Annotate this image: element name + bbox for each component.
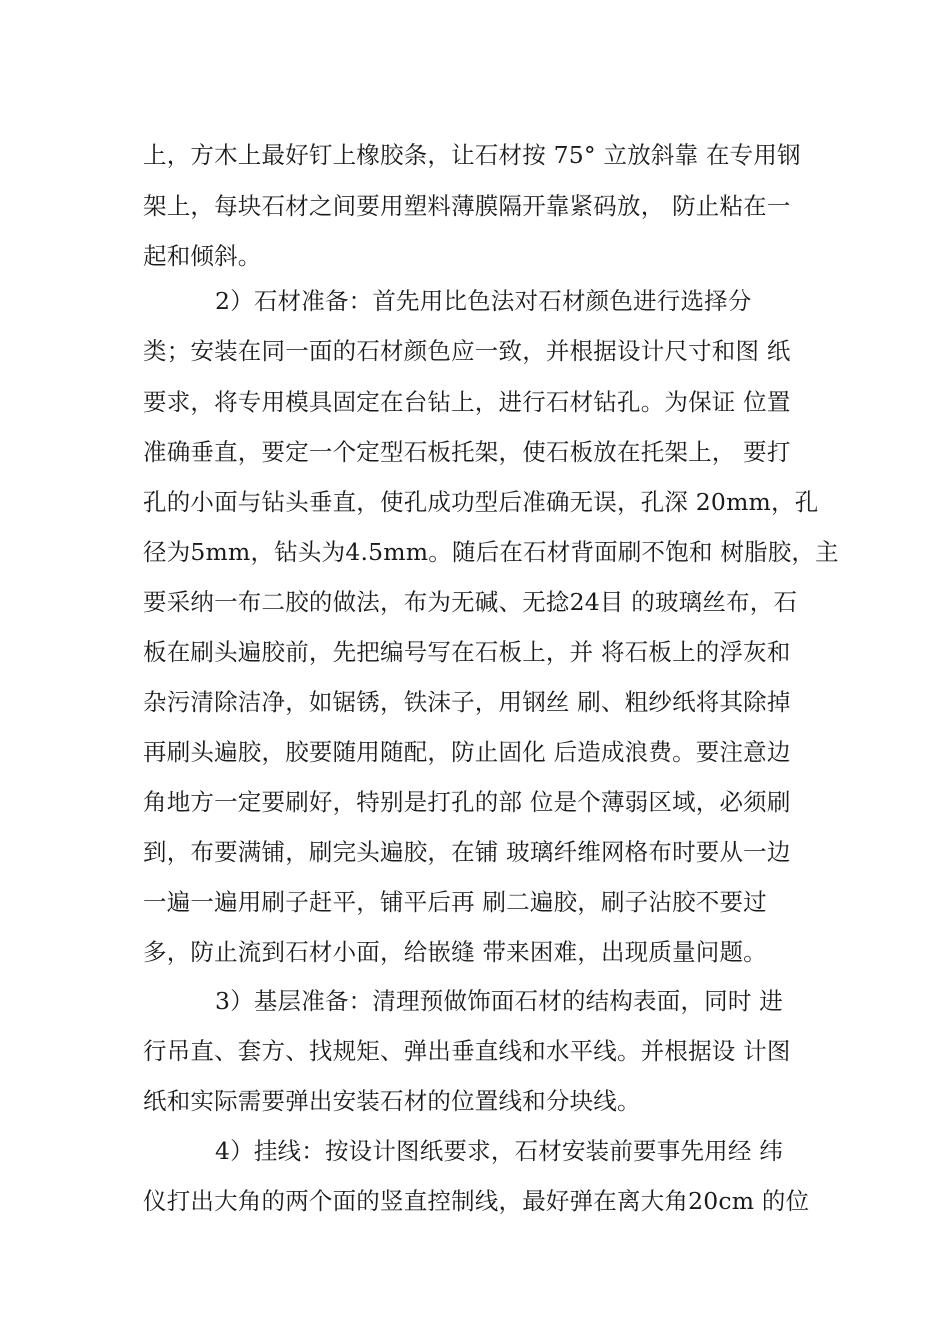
text-line: 准确垂直，要定一个定型石板托架，使石板放在托架上， 要打 (143, 438, 791, 466)
text-line: 类；安装在同一面的石材颜色应一致，并根据设计尺寸和图 纸 (143, 337, 791, 365)
text-line: 仪打出大角的两个面的竖直控制线，最好弹在离大角20cm 的位 (143, 1187, 810, 1215)
text-line: 要求，将专用模具固定在台钻上，进行石材钻孔。为保证 位置 (143, 388, 791, 416)
text-line: 径为5mm，钻头为4.5mm。随后在石材背面刷不饱和 树脂胶，主 (143, 538, 839, 566)
text-line: 一遍一遍用刷子赶平，铺平后再 刷二遍胶，刷子沾胶不要过 (143, 888, 767, 916)
text-line: 再刷头遍胶，胶要随用随配，防止固化 后造成浪费。要注意边 (143, 738, 791, 766)
text-line: 角地方一定要刷好，特别是打孔的部 位是个薄弱区域，必须刷 (143, 788, 791, 816)
text-line: 架上，每块石材之间要用塑料薄膜隔开靠紧码放， 防止粘在一 (143, 192, 791, 220)
text-line: 要采纳一布二胶的做法，布为无碱、无捻24目 的玻璃丝布，石 (143, 588, 798, 616)
text-line: 到，布要满铺，刷完头遍胶，在铺 玻璃纤维网格布时要从一边 (143, 838, 791, 866)
paragraph-start-line: 3）基层准备：清理预做饰面石材的结构表面，同时 进 (215, 987, 783, 1015)
text-line: 多，防止流到石材小面，给嵌缝 带来困难，出现质量问题。 (143, 938, 767, 966)
paragraph-start-line: 2）石材准备：首先用比色法对石材颜色进行选择分 (215, 287, 752, 315)
text-line: 板在刷头遍胶前，先把编号写在石板上，并 将石板上的浮灰和 (143, 638, 791, 666)
text-line: 上，方木上最好钉上橡胶条，让石材按 75° 立放斜靠 在专用钢 (143, 141, 801, 169)
text-line: 起和倾斜。 (143, 242, 262, 270)
text-line: 杂污清除洁净，如锯锈，铁沫子，用钢丝 刷、粗纱纸将其除掉 (143, 688, 791, 716)
text-line: 行吊直、套方、找规矩、弹出垂直线和水平线。并根据设 计图 (143, 1037, 791, 1065)
text-line: 孔的小面与钻头垂直，使孔成功型后准确无误，孔深 20mm，孔 (143, 488, 819, 516)
text-line: 纸和实际需要弹出安装石材的位置线和分块线。 (143, 1087, 641, 1115)
paragraph-start-line: 4）挂线：按设计图纸要求，石材安装前要事先用经 纬 (215, 1137, 783, 1165)
